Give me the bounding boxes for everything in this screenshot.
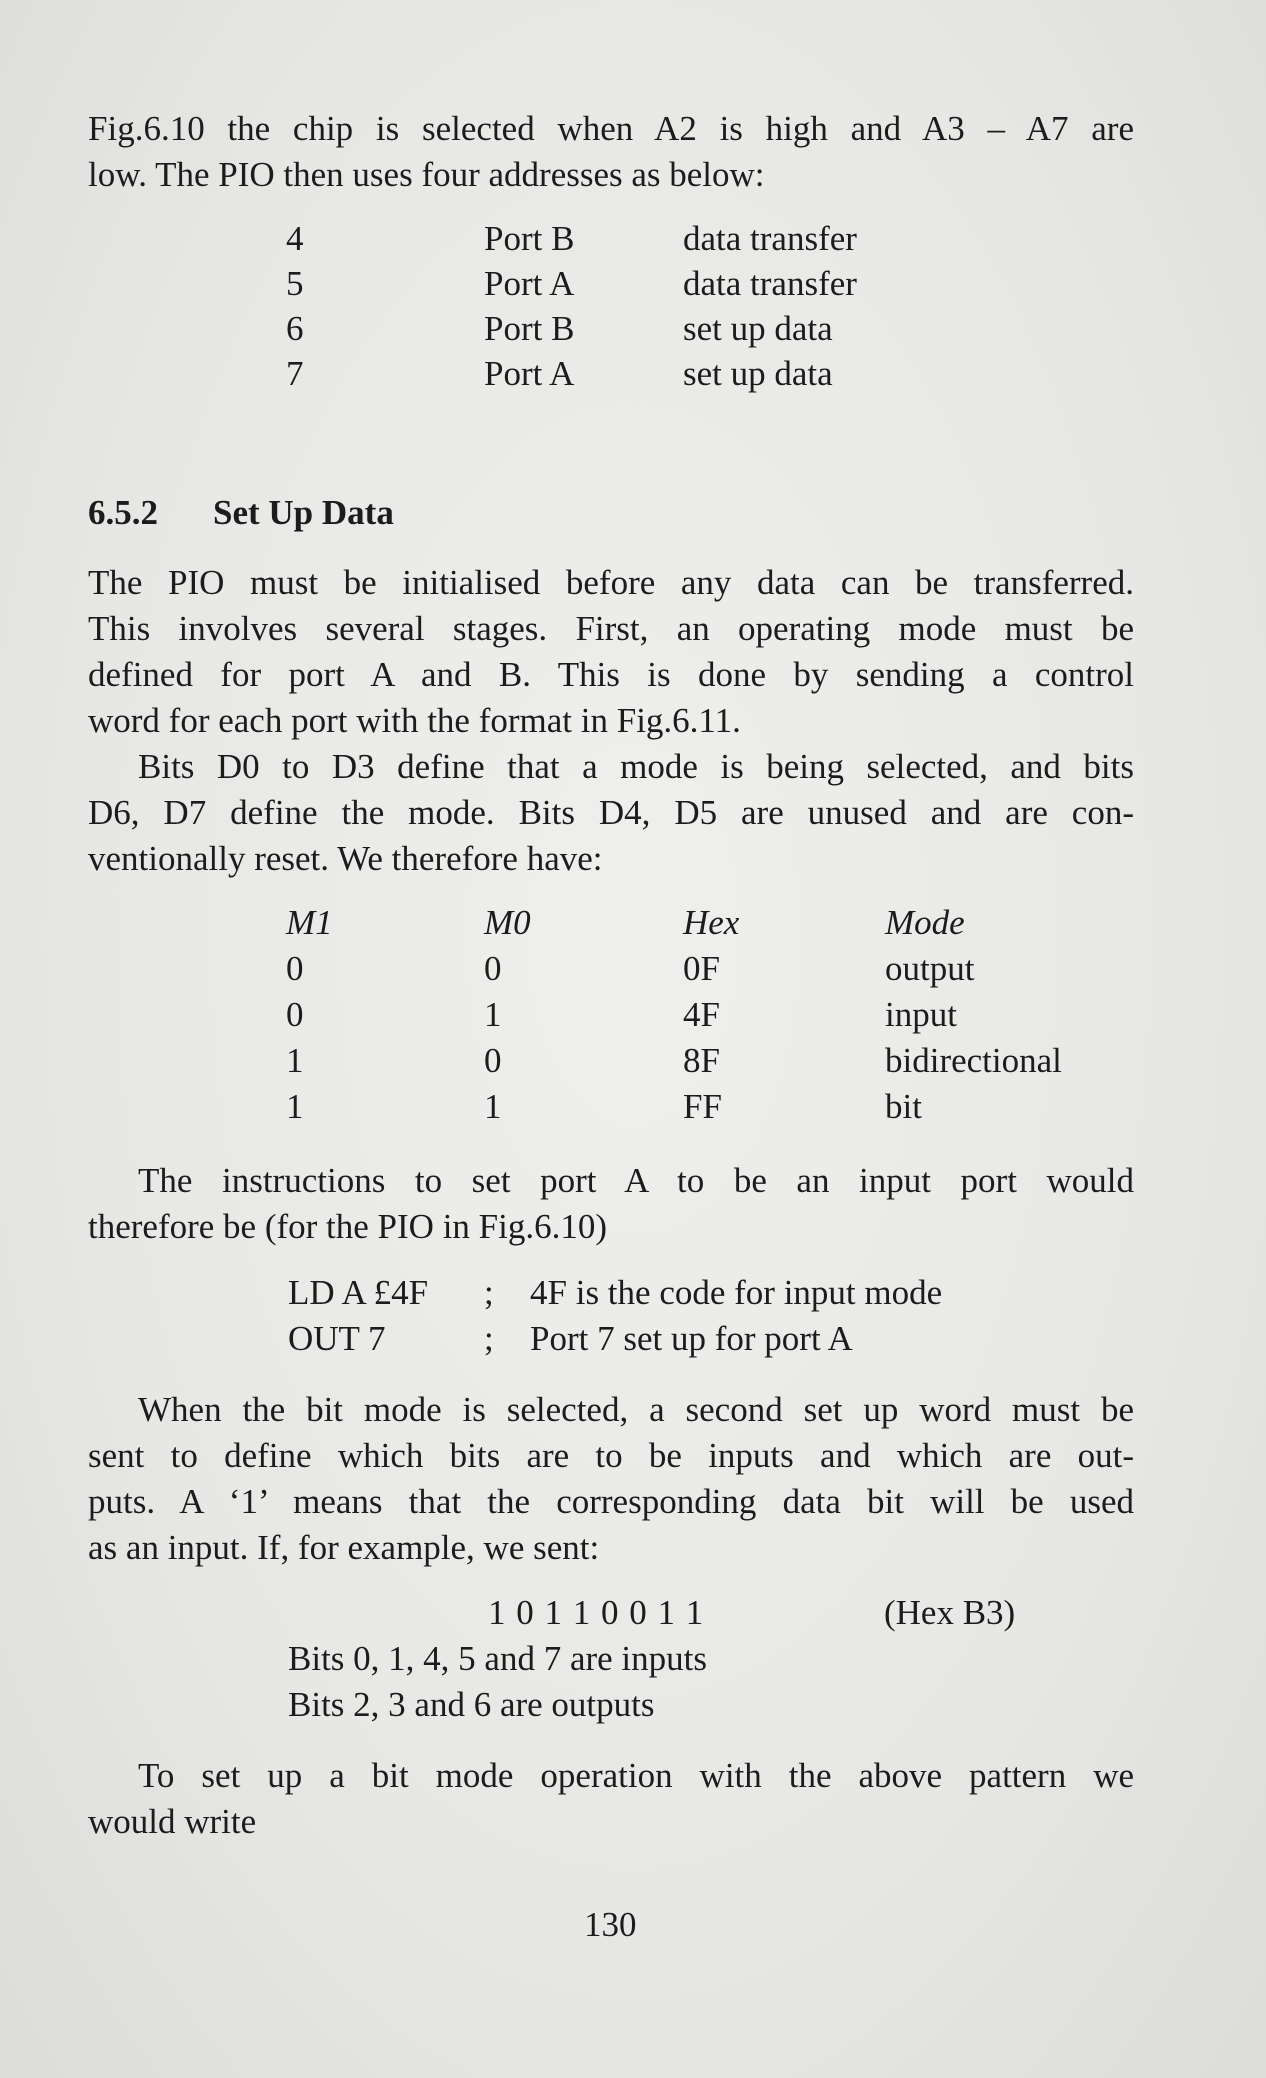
mode-cell: input	[885, 995, 957, 1034]
port-cell: Port B	[484, 309, 575, 348]
text-line: sent to define which bits are to be inputs and which are out-	[88, 1436, 1134, 1475]
text-line: When the bit mode is selected, a second set up word must be	[138, 1390, 1134, 1429]
address-cell: 5	[286, 264, 304, 303]
port-cell: Port A	[484, 354, 575, 393]
code-instruction: OUT 7	[288, 1319, 386, 1358]
header-m0: M0	[484, 903, 531, 942]
use-cell: set up data	[683, 354, 833, 393]
address-cell: 6	[286, 309, 304, 348]
m1-cell: 1	[286, 1041, 304, 1080]
m0-cell: 0	[484, 1041, 502, 1080]
address-cell: 7	[286, 354, 304, 393]
section-title: Set Up Data	[213, 493, 394, 532]
header-mode: Mode	[885, 903, 965, 942]
code-instruction: LD A £4F	[288, 1273, 429, 1312]
text-line: This involves several stages. First, an operating mode must be	[88, 609, 1134, 648]
code-separator: ;	[484, 1273, 494, 1312]
mode-cell: bit	[885, 1087, 922, 1126]
inputs-note: Bits 0, 1, 4, 5 and 7 are inputs	[288, 1639, 707, 1678]
bit-pattern-hex: (Hex B3)	[884, 1593, 1016, 1632]
m0-cell: 1	[484, 1087, 502, 1126]
m0-cell: 1	[484, 995, 502, 1034]
code-comment: Port 7 set up for port A	[530, 1319, 853, 1358]
text-line: word for each port with the format in Fig.6.11.	[88, 701, 741, 740]
mode-cell: output	[885, 949, 975, 988]
text-line: The PIO must be initialised before any data can be transferred.	[88, 563, 1134, 602]
header-m1: M1	[286, 903, 333, 942]
text-line: puts. A ‘1’ means that the corresponding data bit will be used	[88, 1482, 1134, 1521]
page-number: 130	[584, 1905, 637, 1944]
text-line: would write	[88, 1802, 257, 1841]
hex-cell: 0F	[683, 949, 720, 988]
use-cell: set up data	[683, 309, 833, 348]
hex-cell: 4F	[683, 995, 720, 1034]
hex-cell: 8F	[683, 1041, 720, 1080]
text-line: D6, D7 define the mode. Bits D4, D5 are unused and are con-	[88, 793, 1134, 832]
text-line: To set up a bit mode operation with the above pattern we	[138, 1756, 1134, 1795]
port-cell: Port A	[484, 264, 575, 303]
port-cell: Port B	[484, 219, 575, 258]
intro-line-2: low. The PIO then uses four addresses as below:	[88, 155, 765, 194]
address-cell: 4	[286, 219, 304, 258]
code-comment: 4F is the code for input mode	[530, 1273, 943, 1312]
use-cell: data transfer	[683, 264, 857, 303]
m0-cell: 0	[484, 949, 502, 988]
text-line: The instructions to set port A to be an input port would	[138, 1161, 1134, 1200]
text-line: Bits D0 to D3 define that a mode is being selected, and bits	[138, 747, 1134, 786]
m1-cell: 1	[286, 1087, 304, 1126]
mode-cell: bidirectional	[885, 1041, 1062, 1080]
section-number: 6.5.2	[88, 493, 158, 532]
text-line: ventionally reset. We therefore have:	[88, 839, 603, 878]
text-line: therefore be (for the PIO in Fig.6.10)	[88, 1207, 608, 1246]
header-hex: Hex	[683, 903, 740, 942]
code-separator: ;	[484, 1319, 494, 1358]
text-line: defined for port A and B. This is done by sending a control	[88, 655, 1134, 694]
outputs-note: Bits 2, 3 and 6 are outputs	[288, 1685, 655, 1724]
text-line: as an input. If, for example, we sent:	[88, 1528, 600, 1567]
m1-cell: 0	[286, 949, 304, 988]
m1-cell: 0	[286, 995, 304, 1034]
bit-pattern: 1 0 1 1 0 0 1 1	[488, 1593, 704, 1632]
intro-line-1: Fig.6.10 the chip is selected when A2 is high and A3 – A7 are	[88, 109, 1134, 148]
hex-cell: FF	[683, 1087, 722, 1126]
use-cell: data transfer	[683, 219, 857, 258]
